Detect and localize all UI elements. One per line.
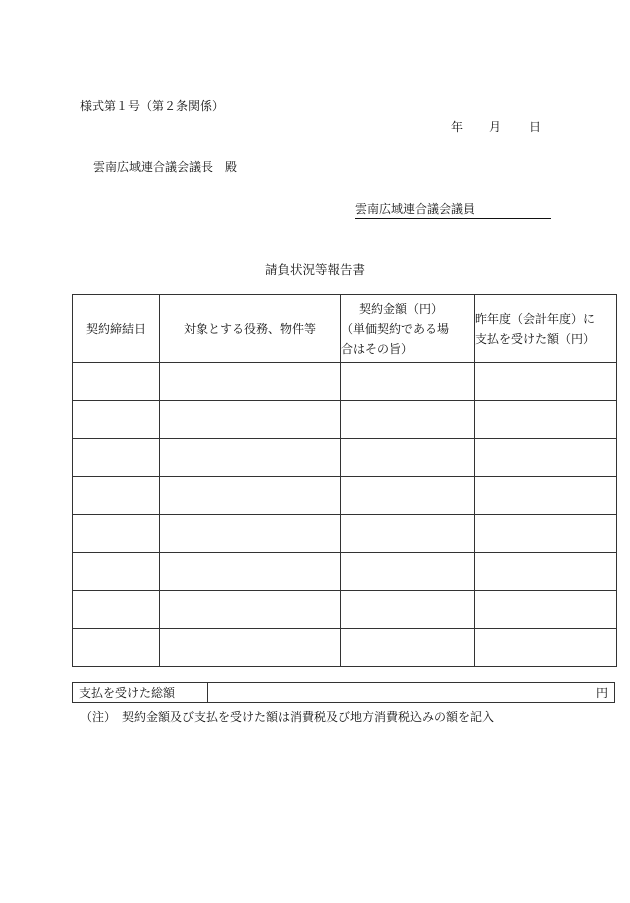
date-month: 月: [489, 120, 502, 134]
cell-contract-amount[interactable]: [341, 553, 475, 591]
total-paid-row: [72, 682, 615, 703]
cell-subject[interactable]: [160, 553, 341, 591]
cell-contract-date[interactable]: [73, 629, 160, 667]
header-subject: 対象とする役務、物件等: [160, 295, 341, 363]
cell-contract-amount[interactable]: [341, 439, 475, 477]
cell-contract-date[interactable]: [73, 591, 160, 629]
cell-contract-amount[interactable]: [341, 591, 475, 629]
table-row: [73, 553, 617, 591]
contract-table: [72, 294, 617, 667]
header-amount-line2: （単価契約である場: [341, 321, 450, 336]
table-row: [73, 629, 617, 667]
table-row: [73, 477, 617, 515]
document-title: 請負状況等報告書: [264, 262, 365, 277]
cell-amount-paid[interactable]: [475, 439, 617, 477]
table-row: [73, 439, 617, 477]
date-line: [451, 118, 541, 135]
cell-contract-date[interactable]: [73, 553, 160, 591]
footnote: （注） 契約金額及び支払を受けた額は消費税及び地方消費税込みの額を記入: [80, 710, 495, 724]
cell-contract-amount[interactable]: [341, 363, 475, 401]
header-amount-line1: 契約金額（円）: [359, 301, 444, 316]
cell-amount-paid[interactable]: [475, 629, 617, 667]
total-paid-label: 支払を受けた総額: [73, 683, 208, 702]
cell-subject[interactable]: [160, 477, 341, 515]
date-day: 日: [529, 120, 542, 134]
cell-subject[interactable]: [160, 363, 341, 401]
cell-contract-date[interactable]: [73, 401, 160, 439]
header-contract-amount: [341, 295, 475, 363]
cell-amount-paid[interactable]: [475, 591, 617, 629]
form-number: 様式第１号（第２条関係）: [80, 99, 225, 113]
cell-amount-paid[interactable]: [475, 553, 617, 591]
cell-contract-date[interactable]: [73, 439, 160, 477]
cell-subject[interactable]: [160, 439, 341, 477]
table-row: [73, 515, 617, 553]
addressee: 雲南広域連合議会議長 殿: [93, 160, 238, 174]
cell-subject[interactable]: [160, 591, 341, 629]
cell-amount-paid[interactable]: [475, 477, 617, 515]
header-amount-line3: 合はその旨）: [341, 341, 414, 356]
sender-name: 雲南広域連合議会議員: [355, 202, 476, 216]
cell-contract-date[interactable]: [73, 363, 160, 401]
cell-contract-date[interactable]: [73, 477, 160, 515]
cell-contract-amount[interactable]: [341, 629, 475, 667]
header-paid-line2: 支払を受けた額（円）: [475, 331, 596, 346]
table-header-row: [73, 295, 617, 363]
cell-amount-paid[interactable]: [475, 401, 617, 439]
header-contract-date: 契約締結日: [73, 295, 160, 363]
date-year: 年: [451, 120, 464, 134]
cell-contract-date[interactable]: [73, 515, 160, 553]
table-row: [73, 591, 617, 629]
cell-subject[interactable]: [160, 401, 341, 439]
cell-amount-paid[interactable]: [475, 515, 617, 553]
sender-signature-line: [355, 200, 551, 219]
total-paid-unit: 円: [595, 685, 608, 700]
cell-contract-amount[interactable]: [341, 401, 475, 439]
cell-subject[interactable]: [160, 629, 341, 667]
cell-subject[interactable]: [160, 515, 341, 553]
header-paid-line1: 昨年度（会計年度）に: [475, 311, 596, 326]
cell-amount-paid[interactable]: [475, 363, 617, 401]
header-amount-paid: [475, 295, 617, 363]
total-paid-field[interactable]: [208, 683, 614, 703]
cell-contract-amount[interactable]: [341, 477, 475, 515]
cell-contract-amount[interactable]: [341, 515, 475, 553]
table-row: [73, 401, 617, 439]
table-row: [73, 363, 617, 401]
